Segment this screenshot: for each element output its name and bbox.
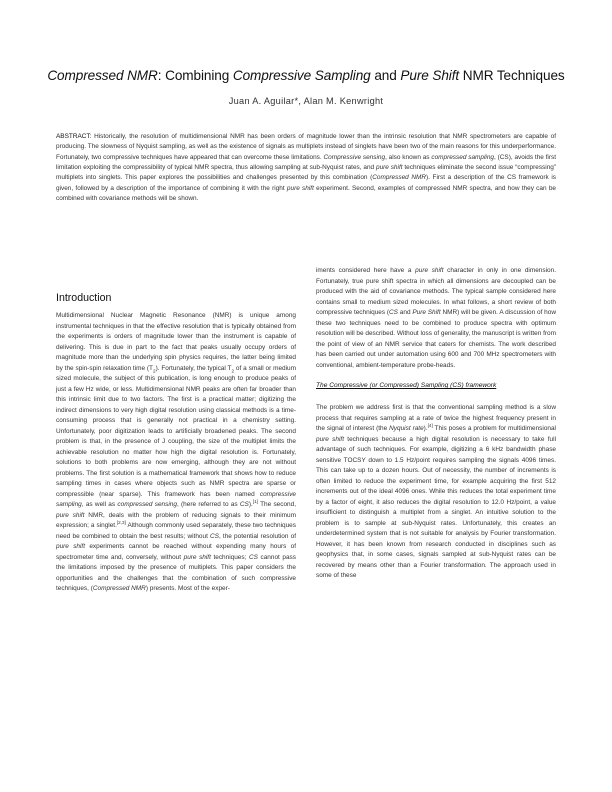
abstract-italic: compressed sampling	[431, 153, 494, 161]
body-text: This poses a problem for multidimensional	[432, 425, 556, 432]
body-italic: Compressed NMR	[92, 585, 146, 592]
body-italic: Nyquist rate	[389, 425, 424, 432]
body-text: NMR) will be given. A discussion of how these two techniques need to be combined to produce spectra with optimum resolution will be described. Without loss of generality, the manuscript is written from the point of view of an NMR service that caters for chemists. The work described has been carried out under automation using 600 and 700 MHz spectrometers with conventional, ambient-temperature probe-heads.	[316, 309, 556, 369]
abstract-italic: pure shift	[375, 164, 403, 172]
body-italic: pure shift	[415, 267, 444, 274]
body-text: NMR, deals with the problem of reducing signals to their minimum expression; a singlet.	[56, 511, 296, 529]
title-italic-compressive-sampling: Compressive Sampling	[232, 68, 371, 83]
body-text: cannot pass the limitations imposed by the presence of multiplets. This paper considers the opportunities and the challenges that the combination of such compressive techniques, (	[56, 553, 296, 592]
abstract-text: techniques eliminate the second issue “compressing” multiplets into singlets. This paper explores the possibilities and challenges presented by this combination (	[56, 164, 557, 182]
body-text: and	[397, 309, 413, 316]
cs-framework-paragraph	[316, 403, 556, 582]
body-italic: CS	[239, 501, 249, 508]
body-text: , (here referred to as	[176, 501, 240, 508]
abstract-label: ABSTRACT:	[56, 133, 92, 140]
citation-ref[interactable]: [2,3]	[116, 519, 126, 525]
section-heading-cs-framework: The Compressive (or Compressed) Sampling (CS) framework	[316, 382, 497, 389]
citation-ref[interactable]: [1]	[252, 498, 258, 504]
body-text: Although commonly used separately, these two techniques need be combined to obtain the best results; without	[56, 522, 296, 540]
title-italic-pure-shift: Pure Shift	[400, 68, 460, 83]
body-text: techniques because a high digital resolution is necessary to take full advantage of such techniques. For example, digitizing a 6 kHz bandwidth phase sensitive TOCSY down to 1.5 Hz/point requires sampling the signals 4096 times. This can take up to a dozen hours. Out of necessity, the number of increments is often limited to reduce the experiment time, for example acquiring the first 512 increments out of the ideal 4096 ones. While this reduces the total experiment time by a factor of eight, it also reduces the digital resolution to 12.0 Hz/point, a value insufficient to distinguish a multiplet from a singlet. An intuitive solution to the problem is to sample at sub-Nyquist rates. Unfortunately, this creates an underdetermined system that is not suitable for analysis by Fourier transformation. However, it has been known from research conducted in disciplines such as geophysics that, in some cases, signals sampled at sub-Nyquist rates can be recovered by means other than a Fourier transformation. The approach used in some of these	[316, 435, 557, 579]
body-text: Multidimensional Nuclear Magnetic Resonance (NMR) is unique among instrumental techniques in that the effective resolution that is typically obtained from the experiments is orders of magnitude lower than the instrument is capable of delivering. This is due in part to the fact that peaks usually occupy orders of magnitude more than the underlying spin physics requires, the latter being limited by the spin-spin relaxation time (T	[56, 312, 296, 372]
body-text: The second,	[257, 501, 297, 508]
subscript: 2	[153, 367, 156, 373]
body-text: ).	[248, 501, 253, 508]
paper-title	[40, 68, 572, 83]
abstract-text: experiment. Second, examples of compressed NMR spectra, and how they can be combined with covariance methods will be shown.	[56, 184, 556, 203]
body-text: iments considered here have a	[316, 267, 416, 274]
body-text: of a small or medium sized molecule, the subject of this publication, is long enough to produce peaks of just a few Hz wide, or less. Multidimensional NMR peaks are often far broader than this intrinsic limit due to two factors. The first is a practical matter; digitizing the indirect dimensions to very high digital resolution using classical methods is a time-consuming process that is generally not practical in a chemistry setting. Unfortunately, poor digitization leads to artificially broadened peaks. The second problem is that, in the presence of J coupling, the size of the multiplet limits the achievable resolution no matter how high the digital resolution is. Fortunately, solutions to both problems are now emerging, although they are not without problems. The first solution is a mathematical framework that shows how to reduce sampling times in cases where objects such as NMR spectra are sparse or compressible (near sparse). This framework has been named	[56, 364, 296, 498]
title-text: NMR Techniques	[459, 68, 565, 83]
body-text: , the potential resolution of	[218, 532, 296, 540]
body-italic: compressive sampling	[56, 490, 296, 508]
body-text: techniques;	[210, 553, 249, 561]
section-heading-introduction: Introduction	[56, 292, 112, 304]
introduction-continued-paragraph	[316, 266, 556, 371]
citation-ref[interactable]: [4]	[427, 422, 433, 428]
body-italic: CS	[210, 532, 219, 540]
body-text: ).	[423, 425, 428, 432]
body-italic: CS	[248, 553, 258, 561]
abstract-italic: pure shift	[286, 184, 314, 192]
body-italic: pure shift	[56, 543, 86, 550]
left-column	[56, 292, 296, 595]
body-italic: compressed sensing	[117, 501, 177, 508]
body-italic: pure shift	[183, 553, 211, 561]
abstract-text: , (CS), avoids the first limitation exploiting the compressibility of typical NMR spectra, thus allowing sampling at sub-Nyquist rates, and	[56, 153, 556, 172]
body-text: The problem we address first is that the conventional sampling method is a slow process that requires sampling at a rate of twice the highest frequency present in the signal of interest (the	[316, 404, 556, 432]
body-italic: pure shift	[316, 435, 344, 443]
body-italic: Pure Shift	[412, 309, 441, 316]
abstract-italic: Compressive sensing	[323, 153, 386, 161]
body-text: ) presents. Most of the exper-	[145, 585, 230, 592]
body-italic: pure shift	[56, 511, 85, 519]
body-text: character in only in one dimension. Fortunately, true pure shift spectra in which all dimensions are decoupled can be produced with the aid of covariance methods. The typical sample considered here contains small to medium sized molecules. In what follows, a short review of both compressive techniques (	[316, 267, 556, 316]
body-italic: CS	[389, 309, 398, 316]
title-text: and	[370, 68, 401, 83]
abstract-text: ). First a description of the CS framework is given, followed by a description of the importance of combining it with the right	[56, 174, 556, 192]
title-text: : Combining	[157, 68, 233, 83]
title-italic-compressed-nmr: Compressed NMR	[47, 68, 158, 83]
abstract-italic: Compressed NMR	[372, 174, 426, 182]
introduction-paragraph	[56, 311, 296, 595]
abstract-text: , also known as	[385, 153, 432, 161]
abstract	[56, 132, 556, 204]
body-text: experiments cannot be reached without expending many hours of spectrometer time and, conversely, without	[56, 543, 297, 561]
abstract-text: Historically, the resolution of multidimensional NMR has been orders of magnitude lower than the intrinsic resolution that NMR spectrometers are capable of producing. The slowness of Nyquist sampling, as well as the existence of signals as multiplets instead of singlets have been two of the main reasons for this underperformance. Fortunately, two compressive techniques have appeared that can overcome these limitations.	[56, 133, 556, 161]
body-text: ). Fortunately, the typical T	[155, 364, 232, 372]
right-column	[316, 266, 556, 582]
body-text: , as well as	[81, 501, 118, 508]
subscript: 2	[231, 367, 235, 373]
paper-authors: Juan A. Aguilar*, Alan M. Kenwright	[228, 96, 384, 106]
